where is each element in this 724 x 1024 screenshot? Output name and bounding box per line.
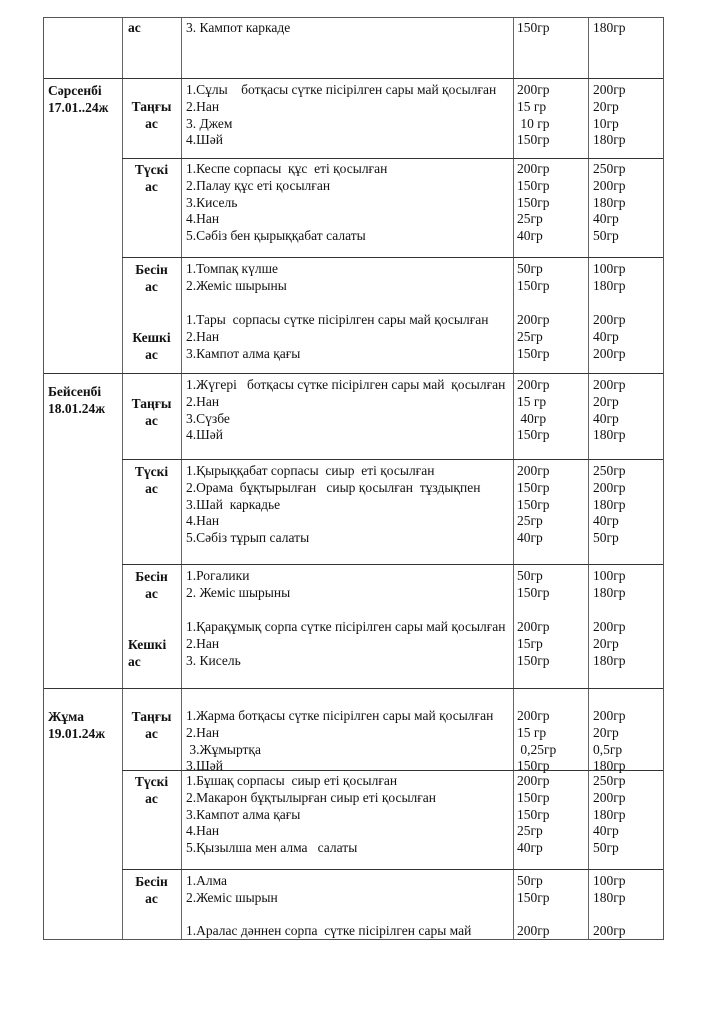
meal-label-line1: Түскі: [134, 774, 169, 789]
dish-list: [186, 873, 512, 940]
meal-label: [122, 395, 181, 429]
portion-value: 200гр: [593, 619, 626, 634]
portion-value: 180гр: [593, 806, 626, 822]
meal-label-line1: Бесін: [135, 262, 168, 277]
portion-value: 40гр: [593, 513, 619, 529]
meal-label-line2: ас: [145, 116, 158, 131]
meal-label: [122, 161, 181, 195]
portion-value: 150гр: [517, 496, 550, 512]
portion-large-list: [593, 261, 665, 295]
dish-list: [186, 261, 512, 295]
portion-value: 20гр: [593, 393, 619, 409]
dish-item: 2.Нан: [186, 328, 220, 344]
portion-value: 150гр: [517, 889, 550, 905]
portion-value: 200гр: [593, 345, 626, 361]
meal-label: [122, 636, 181, 670]
dish-item: 1.Тары сорпасы сүтке пісірілген сары май қосылған: [186, 312, 489, 327]
portion-value: 200гр: [593, 923, 626, 939]
dish-item: 5.Сәбіз бен қырыққабат салаты: [186, 228, 366, 244]
meal-label-line1: Таңғы: [131, 99, 172, 114]
portion-value: 200гр: [517, 463, 550, 478]
portion-small-list: [517, 568, 589, 602]
portion-value: 40гр: [517, 228, 543, 244]
portion-value: 50гр: [593, 530, 619, 546]
day-name: Сәрсенбі: [48, 83, 102, 98]
column-divider: [513, 18, 514, 939]
dish-item: 5.Сәбіз тұрып салаты: [186, 530, 310, 546]
portion-value: 40гр: [593, 410, 619, 426]
portion-value: 180гр: [593, 194, 626, 210]
portion-large-list: [593, 568, 665, 602]
dish-item: 3. Джем: [186, 115, 233, 131]
portion-value: 150гр: [517, 20, 550, 35]
column-divider: [181, 18, 182, 939]
meal-label-line1: Түскі: [134, 464, 169, 479]
portion-value: 200гр: [517, 312, 550, 327]
portion-value: 200гр: [517, 923, 550, 939]
dish-item: 3. Кисель: [186, 652, 241, 668]
meal-label-line2: ас: [145, 586, 158, 601]
portion-small-list: [517, 161, 589, 245]
day-label: [48, 82, 124, 116]
portion-value: 150гр: [517, 806, 550, 822]
dish-item: 3. Кампот каркаде: [186, 20, 291, 35]
dish-item: 4.Нан: [186, 823, 220, 839]
portion-value: 200гр: [593, 177, 626, 193]
portion-value: 180гр: [593, 20, 626, 35]
portion-value: 150гр: [517, 584, 550, 600]
portion-value: 0,5гр: [593, 741, 623, 757]
portion-small-list: [517, 377, 589, 444]
portion-small-list: [517, 463, 589, 547]
portion-small-list: [517, 873, 589, 940]
dish-list: [186, 377, 512, 444]
portion-value: 200гр: [517, 619, 550, 634]
portion-value: 250гр: [593, 161, 626, 176]
portion-small-list: [517, 261, 589, 295]
dish-item: 2.Нан: [186, 98, 220, 114]
portion-value: 250гр: [593, 463, 626, 478]
portion-value: 100гр: [593, 568, 626, 583]
dish-item: 1.Алма: [186, 873, 228, 888]
meal-label: [122, 463, 181, 497]
dish-item: 1.Кеспе сорпасы құс еті қосылған: [186, 161, 388, 176]
portion-value: 200гр: [517, 773, 550, 788]
portion-value: 10гр: [593, 115, 619, 131]
portion-value: 200гр: [593, 789, 626, 805]
portion-value: 150гр: [517, 427, 550, 443]
portion-value: 25гр: [517, 328, 543, 344]
portion-value: 100гр: [593, 261, 626, 276]
dish-item: 1.Сұлы ботқасы сүтке пісірілген сары май қосылған: [186, 82, 497, 97]
dish-item: 2.Нан: [186, 635, 220, 651]
meal-label: [122, 873, 181, 907]
portion-large-list: [593, 20, 665, 37]
portion-value: 40гр: [517, 840, 543, 856]
portion-small-list: [517, 312, 589, 362]
row-divider: [122, 564, 663, 565]
portion-value: 180гр: [593, 427, 626, 443]
portion-value: 50гр: [517, 568, 543, 583]
portion-value: 180гр: [593, 889, 626, 905]
portion-value: 200гр: [593, 708, 626, 723]
portion-value: 200гр: [517, 161, 550, 176]
portion-small-list: [517, 20, 589, 37]
portion-value: 50гр: [517, 261, 543, 276]
portion-value: 40гр: [593, 328, 619, 344]
meal-label: [122, 98, 181, 132]
day-label: [48, 383, 124, 417]
portion-value: 150гр: [517, 345, 550, 361]
meal-label: [122, 261, 181, 295]
portion-large-list: [593, 773, 665, 857]
portion-small-list: [517, 619, 589, 669]
portion-value: 25гр: [517, 211, 543, 227]
meal-label: [122, 329, 181, 363]
portion-value: 180гр: [593, 652, 626, 668]
dish-list: [186, 82, 512, 149]
day-date: 19.01.24ж: [48, 726, 106, 741]
portion-large-list: [593, 619, 665, 669]
dish-list: [186, 773, 512, 857]
day-date: 18.01.24ж: [48, 401, 106, 416]
meal-label-line1: Түскі: [134, 162, 169, 177]
dish-list: [186, 161, 512, 245]
portion-value: 180гр: [593, 496, 626, 512]
portion-value: 200гр: [593, 82, 626, 97]
portion-large-list: [593, 161, 665, 245]
portion-value: 200гр: [593, 312, 626, 327]
portion-value: 150гр: [517, 479, 550, 495]
meal-label-line1: Бесін: [135, 569, 168, 584]
dish-item: 1.Қырыққабат сорпасы сиыр еті қосылған: [186, 463, 435, 478]
portion-value: 40гр: [517, 410, 547, 426]
row-divider: [122, 459, 663, 460]
day-name: Жұма: [48, 709, 84, 724]
dish-item: 2.Палау құс еті қосылған: [186, 177, 331, 193]
row-divider: [122, 869, 663, 870]
dish-item: 2.Нан: [186, 724, 220, 740]
meal-label-line1: Таңғы: [131, 396, 172, 411]
meal-label-line2: ас: [145, 791, 158, 806]
day-name: Бейсенбі: [48, 384, 102, 399]
portion-large-list: [593, 463, 665, 547]
portion-value: 200гр: [517, 82, 550, 97]
meal-label-line2: ас: [145, 279, 158, 294]
meal-label: [122, 568, 181, 602]
portion-value: 15 гр: [517, 724, 547, 740]
meal-label-line1: Кешкі: [132, 330, 171, 345]
dish-item: 1.Аралас дәннен сорпа сүтке пісірілген сары май: [186, 923, 472, 939]
dish-item: 4.Шәй: [186, 132, 223, 148]
portion-value: [517, 907, 589, 924]
portion-value: 40гр: [593, 211, 619, 227]
portion-value: 20гр: [593, 635, 619, 651]
portion-value: 100гр: [593, 873, 626, 888]
dish-item: 2.Жеміс шырыны: [186, 277, 287, 293]
portion-value: 40гр: [593, 823, 619, 839]
portion-large-list: [593, 312, 665, 362]
portion-value: 150гр: [517, 132, 550, 148]
portion-value: 20гр: [593, 724, 619, 740]
dish-item: 4.Нан: [186, 513, 220, 529]
menu-table: [43, 17, 664, 940]
dish-list: [186, 20, 512, 37]
dish-item: 1.Жарма ботқасы сүтке пісірілген сары май қосылған: [186, 708, 494, 723]
meal-label-line1: Кешкі: [128, 637, 167, 652]
day-label: [48, 708, 124, 742]
portion-value: 25гр: [517, 823, 543, 839]
portion-value: 20гр: [593, 98, 619, 114]
dish-item: 1.Бұшақ сорпасы сиыр еті қосылған: [186, 773, 398, 788]
dish-list: [186, 312, 512, 362]
dish-item: 3.Жұмыртқа: [186, 741, 261, 757]
dish-item: 3.Кампот алма қағы: [186, 345, 301, 361]
portion-value: 180гр: [593, 132, 626, 148]
dish-item: 3.Кисель: [186, 194, 238, 210]
portion-value: 150гр: [517, 177, 550, 193]
dish-item: 5.Қызылша мен алма салаты: [186, 840, 358, 856]
portion-value: 180гр: [593, 758, 626, 774]
portion-value: 200гр: [517, 708, 550, 723]
portion-small-list: [517, 773, 589, 857]
portion-value: 150гр: [517, 758, 550, 774]
portion-value: 50гр: [593, 840, 619, 856]
portion-value: 15 гр: [517, 393, 547, 409]
dish-list: [186, 619, 512, 669]
row-divider: [44, 688, 663, 689]
portion-large-list: [593, 708, 665, 775]
dish-item: [186, 907, 512, 924]
meal-label-line2: ас: [145, 481, 158, 496]
dish-item: 1.Қарақұмық сорпа сүтке пісірілген сары май қосылған: [186, 619, 506, 634]
portion-value: 200гр: [593, 377, 626, 392]
dish-item: 3.Шәй: [186, 758, 223, 774]
dish-item: 3.Кампот алма қағы: [186, 806, 301, 822]
dish-item: 2. Жеміс шырыны: [186, 584, 291, 600]
dish-item: 2.Жеміс шырын: [186, 889, 278, 905]
meal-label-line2: ас: [145, 347, 158, 362]
dish-list: [186, 568, 512, 602]
row-divider: [44, 373, 663, 374]
portion-value: 180гр: [593, 584, 626, 600]
meal-label: [122, 773, 181, 807]
dish-item: 2.Макарон бұқтылырған сиыр еті қосылған: [186, 789, 437, 805]
portion-value: 40гр: [517, 530, 543, 546]
meal-label-line2: ас: [145, 179, 158, 194]
portion-small-list: [517, 708, 589, 775]
meal-label-line2: ас: [145, 726, 158, 741]
portion-value: 10 гр: [517, 115, 550, 131]
meal-label-text: ас: [128, 20, 141, 35]
portion-value: 50гр: [593, 228, 619, 244]
meal-label-line2: ас: [145, 891, 158, 906]
portion-value: 150гр: [517, 277, 550, 293]
meal-label-line2: ас: [128, 654, 141, 669]
portion-large-list: [593, 873, 665, 940]
day-date: 17.01..24ж: [48, 100, 109, 115]
dish-item: 3.Сүзбе: [186, 410, 230, 426]
portion-value: 250гр: [593, 773, 626, 788]
meal-label: [122, 20, 181, 37]
dish-item: 2.Орама бұқтырылған сиыр қосылған тұздықпен: [186, 479, 481, 495]
portion-value: 150гр: [517, 789, 550, 805]
portion-value: 15гр: [517, 635, 543, 651]
row-divider: [122, 158, 663, 159]
portion-value: 200гр: [593, 479, 626, 495]
portion-value: 50гр: [517, 873, 543, 888]
dish-list: [186, 708, 512, 775]
row-divider: [44, 78, 663, 79]
portion-value: 25гр: [517, 513, 543, 529]
meal-label-line2: ас: [145, 413, 158, 428]
portion-small-list: [517, 82, 589, 149]
dish-item: 1.Рогалики: [186, 568, 250, 583]
portion-value: 180гр: [593, 277, 626, 293]
portion-value: 150гр: [517, 194, 550, 210]
dish-item: 4.Нан: [186, 211, 220, 227]
meal-label: [122, 708, 181, 742]
meal-label-line1: Таңғы: [131, 709, 172, 724]
portion-value: 150гр: [517, 652, 550, 668]
row-divider: [122, 257, 663, 258]
dish-item: 1.Жүгері ботқасы сүтке пісірілген сары май қосылған: [186, 377, 506, 392]
portion-large-list: [593, 377, 665, 444]
portion-value: 0,25гр: [517, 741, 557, 757]
portion-value: [593, 907, 665, 924]
meal-label-line1: Бесін: [135, 874, 168, 889]
portion-value: 200гр: [517, 377, 550, 392]
dish-item: 2.Нан: [186, 393, 220, 409]
dish-item: 3.Шай каркадье: [186, 496, 281, 512]
dish-item: 4.Шәй: [186, 427, 223, 443]
portion-value: 15 гр: [517, 98, 547, 114]
portion-large-list: [593, 82, 665, 149]
dish-item: 1.Томпақ күлше: [186, 261, 278, 276]
dish-list: [186, 463, 512, 547]
